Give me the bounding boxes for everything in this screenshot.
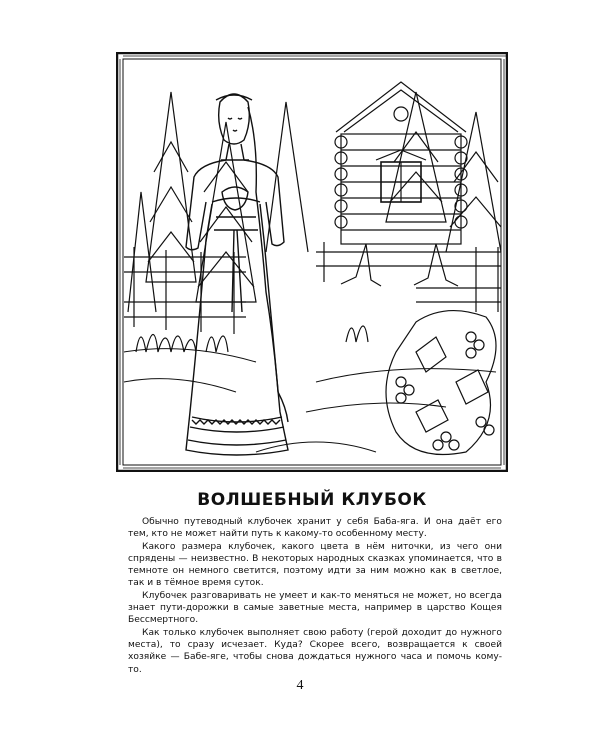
fir-trees xyxy=(128,92,501,312)
coloring-illustration xyxy=(116,52,508,472)
page-number: 4 xyxy=(296,678,304,693)
page-title: ВОЛШЕБНЫЙ КЛУБОК xyxy=(197,490,427,510)
berry-bushes xyxy=(386,311,496,455)
hut-on-chicken-legs xyxy=(335,82,467,286)
grass-plants xyxy=(136,326,368,352)
paragraph-4: Как только клубочек выполняет свою работу (герой доходит до нужного места), то сразу исчезает. Куда? Скорее всего, возвращается к своей хозяйке — Бабе-яге, чтобы снова дождаться нужного часа и помочь кому-то. xyxy=(128,627,502,675)
wooden-fence xyxy=(124,242,501,334)
paragraph-2: Какого размера клубочек, какого цвета в нём ниточки, из чего они спрядены — неизвестно. В некоторых народных сказках упоминается, что в темноте он немного светится, поэтому идти за ним можно как в светлое, так и в тёмное время суток. xyxy=(128,541,502,589)
paragraph-3: Клубочек разговаривать не умеет и как-то меняться не может, но всегда знает пути-дорожки в самые заветные места, например в царство Кощея Бессмертного. xyxy=(128,590,502,626)
ground-path xyxy=(124,349,496,452)
paragraph-1: Обычно путеводный клубочек хранит у себя Баба-яга. И она даёт его тем, кто не может найти путь к какому-то особенному месту. xyxy=(128,517,502,540)
story-text xyxy=(128,516,502,676)
